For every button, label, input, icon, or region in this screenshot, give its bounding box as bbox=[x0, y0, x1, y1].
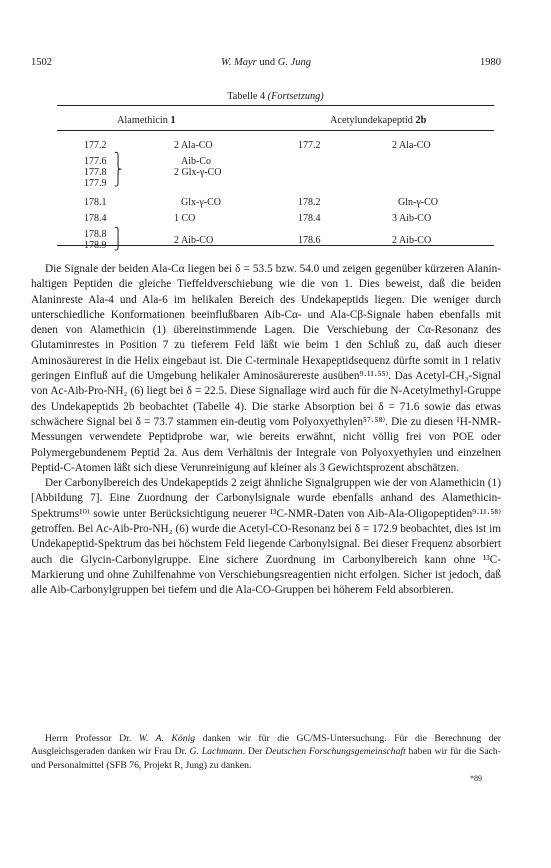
table-caption: Tabelle 4 (Fortsetzung) bbox=[227, 91, 324, 102]
acknowledgement: Herrn Professor Dr. W. A. König danken wir für die GC/MS-Untersuchung. Für die Berechnung der Ausgleichsgeraden danken wir Frau Dr. G. Lachmann. Der Deutschen Forschungsgemeinschaft haben wir für die Sach- und Personalmittel (SFB 76, Projekt R, Jung) zu danken. bbox=[31, 733, 502, 771]
paragraph: Der Carbonylbereich des Undekapeptids 2 zeigt ähnliche Signalgruppen wie der von Alamethicin (1) [Abbildung 7]. Eine Zuordnung der Carbonylsignale wurde ebenfalls anhand des Alamethicin-Spektrums¹⁰⁾ sowie unter Berücksichtigung neuerer ¹³C-NMR-Daten von Aib-Ala-Oligopeptiden⁹·¹¹·⁵⁸⁾ getroffen. Bei Ac-Aib-Pro-NH₂ (6) wurde die Acetyl-CO-Resonanz bei δ = 172.9 beobachtet, dies ist im Undekapeptid-Spektrum das bei höchstem Feld liegende Carbonylsignal. Bei dieser Frequenz absorbiert auch die Glycin-Carbonylgruppe. Eine sichere Zuordnung im Carbonylbereich kann ohne ¹³C-Markierung und ohne Zuhilfenahme von Verschiebungsreagentien nicht erfolgen. Sicher ist jedoch, daß alle Aib-Carbonylgruppen bei tiefem und die Ala-CO-Gruppen bei höherem Feld absorbieren. bbox=[31, 477, 501, 597]
footnote-mark: *89 bbox=[470, 774, 482, 783]
paper-page: 1502 W. Mayr und G. Jung 1980 Tabelle 4 (Fortsetzung) Alamethicin 1 Acetylundekapeptid 2b 177.2 2 Ala-CO 177.2 2 Ala-CO 177.6 Aib-Co 177.8 2 Glx-γ-CO 177.9 ⎫ ⎬ ⎭ 178.1 Glx-γ-CO 178.2 Gln-γ-CO 178.4 1 CO 178.4 3 Aib-CO 178.8 178.9 2 Aib-CO 178.6 2 Aib-CO ⎫ ⎭ Die Signale der beiden Ala-Cα liegen bei δ = 53.5 bzw. 54.0 und zeigen gegenüber kürzeren Alanin-haltigen Peptiden die gleiche Tieffeldverschiebung wie die von 1. Dies beweist, daß die beiden Alaninreste Ala-4 und Ala-6 im helikalen Bereich des Undekapeptids liegen. Die weniger durch unterschiedliche Konformationen beeinflußbaren Aib-Cα- und Ala-Cβ-Signale haben ebenfalls mit denen von Alamethicin (1) übereinstimmende Lagen. Die Verschiebung der Cα-Resonanz des Glutaminrestes in Position 7 zu tieferem Feld läßt wie beim 1 den Schluß zu, daß auch dieser Aminosäurerest in die Helix eingebaut ist. Die C-terminale Hexapeptidsequenz dürfte somit in 1 relativ geringen Einfluß auf die Umgebung helikaler Aminosäurereste ausüben⁹·¹¹·⁵⁵⁾. Das Acetyl-CH₃-Signal von Ac-Aib-Pro-NH₂ (6) liegt bei δ = 22.5. Diese Signallage wird auch für die N-Acetylmethyl-Gruppe des Undekapeptids 2b beobachtet (Tabelle 4). Die starke Absorption bei δ = 71.6 sowie das etwas schwächere Signal bei δ = 73.7 stammen ein-deutig vom Polyoxyethylen⁵⁷·⁵⁸⁾. Die zu diesen ¹H-NMR-Messungen verwendete Peptidprobe war, wie bereits erwähnt, nicht völlig frei von POE oder Polymergebundenem Peptid 2a. Aus dem Verhältnis der Integrale von Polyoxyethylen und einzelnen Peptid-C-Atomen läßt sich diese Verunreinigung auf kleiner als 3 Gewichtsprozent abschätzen. Der Carbonylbereich des Undekapeptids 2 zeigt ähnliche Signalgruppen wie der von Alamethicin (1) [Abbildung 7]. Eine Zuordnung der Carbonylsignale wurde ebenfalls anhand des Alamethicin-Spektrums¹⁰⁾ sowie unter Berücksichtigung neuerer ¹³C-NMR-Daten von Aib-Ala-Oligopeptiden⁹·¹¹·⁵⁸⁾ getroffen. Bei Ac-Aib-Pro-NH₂ (6) wurde die Acetyl-CO-Resonanz bei δ = 172.9 beobachtet, dies ist im Undekapeptid-Spektrum das bei höchstem Feld liegende Carbonylsignal. Bei dieser Frequenz absorbiert auch die Glycin-Carbonylgruppe. Eine sichere Zuordnung im Carbonylbereich kann ohne ¹³C-Markierung und ohne Zuhilfenahme von Verschiebungsreagentien nicht erfolgen. Sicher ist jedoch, daß alle Aib-Carbonylgruppen bei tiefem und die Ala-CO-Gruppen bei höherem Feld absorbieren. Herrn Professor Dr. W. A. König danken wir für die GC/MS-Untersuchung. Für die Berechnung der Ausgleichsgeraden danken wir Frau Dr. G. Lachmann. Der Deutschen Forschungsgemeinschaft haben wir für die Sach- und Personalmittel (SFB 76, Projekt R, Jung) zu danken. *89 bbox=[0, 0, 551, 868]
paragraph: Die Signale der beiden Ala-Cα liegen bei δ = 53.5 bzw. 54.0 und zeigen gegenüber kürzeren Alanin-haltigen Peptiden die gleiche Tieffeldverschiebung wie die von 1. Dies beweist, daß die beiden Alaninreste Ala-4 und Ala-6 im helikalen Bereich des Undekapeptids liegen. Die weniger durch unterschiedliche Konformationen beeinflußbaren Aib-Cα- und Ala-Cβ-Signale haben ebenfalls mit denen von Alamethicin (1) übereinstimmende Lagen. Die Verschiebung der Cα-Resonanz des Glutaminrestes in Position 7 zu tieferem Feld läßt wie beim 1 den Schluß zu, daß auch dieser Aminosäurerest in die Helix eingebaut ist. Die C-terminale Hexapeptidsequenz dürfte somit in 1 relativ geringen Einfluß auf die Umgebung helikaler Aminosäurereste ausüben⁹·¹¹·⁵⁵⁾. Das Acetyl-CH₃-Signal von Ac-Aib-Pro-NH₂ (6) liegt bei δ = 22.5. Diese Signallage wird auch für die N-Acetylmethyl-Gruppe des Undekapeptids 2b beobachtet (Tabelle 4). Die starke Absorption bei δ = 71.6 sowie das etwas schwächere Signal bei δ = 73.7 stammen ein-deutig vom Polyoxyethylen⁵⁷·⁵⁸⁾. Die zu diesen ¹H-NMR-Messungen verwendete Peptidprobe war, wie bereits erwähnt, nicht völlig frei von POE oder Polymergebundenem Peptid 2a. Aus dem Verhältnis der Integrale von Polyoxyethylen und einzelnen Peptid-C-Atomen läßt sich diese Verunreinigung auf kleiner als 3 Gewichtsprozent abschätzen. bbox=[31, 263, 501, 474]
body-text bbox=[31, 262, 501, 599]
publication-year: 1980 bbox=[480, 57, 501, 68]
table-header-rule bbox=[57, 130, 494, 131]
table-top-rule bbox=[57, 105, 494, 106]
table-header-left: Alamethicin 1 bbox=[117, 115, 176, 126]
table-bottom-rule bbox=[57, 245, 494, 246]
running-header bbox=[31, 57, 501, 71]
table-header-right: Acetylundekapeptid 2b bbox=[330, 115, 427, 126]
running-authors: W. Mayr und G. Jung bbox=[220, 57, 312, 68]
brace-icon: ⎫ ⎭ bbox=[114, 228, 123, 251]
page-number: 1502 bbox=[31, 57, 52, 68]
brace-icon: ⎫ ⎬ ⎭ bbox=[114, 153, 123, 187]
